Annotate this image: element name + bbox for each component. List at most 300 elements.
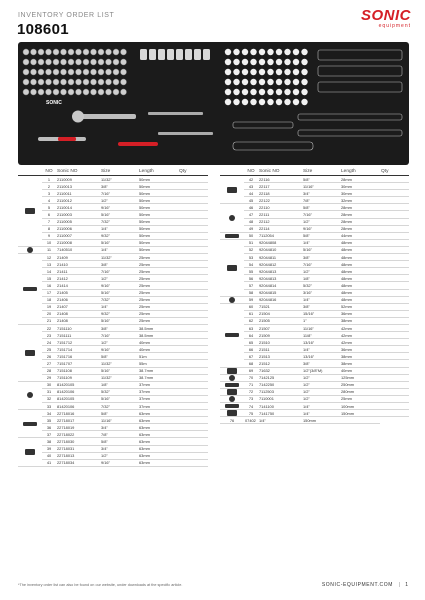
- length: 280mm: [340, 388, 380, 395]
- qty-cell[interactable]: [380, 388, 409, 395]
- size: 5/16": [100, 239, 138, 246]
- qty-cell[interactable]: [178, 445, 208, 452]
- table-row: [220, 282, 409, 289]
- table-row: [18, 424, 208, 431]
- socket-shape: [68, 69, 74, 75]
- row-number: 16: [42, 282, 56, 289]
- table-row: [18, 353, 208, 360]
- table-row: [220, 268, 409, 275]
- row-number: 4: [42, 197, 56, 204]
- slot-outline-shape: [298, 130, 402, 136]
- size: 7/8": [302, 197, 340, 204]
- qty-cell[interactable]: [178, 239, 208, 246]
- sonic-number: 21406: [56, 296, 100, 303]
- size: 1/2": [302, 374, 340, 381]
- qty-cell[interactable]: [178, 289, 208, 296]
- sonic-number: 2110009: [56, 176, 100, 183]
- sonic-number: 21408: [56, 317, 100, 324]
- size: 11/16": [100, 417, 138, 424]
- qty-cell[interactable]: [380, 183, 409, 190]
- col-sonic-no: Sonic NO: [258, 168, 302, 176]
- socket-shape: [83, 89, 89, 95]
- qty-cell[interactable]: [178, 218, 208, 225]
- table-row: [18, 183, 208, 190]
- qty-cell[interactable]: [380, 410, 409, 417]
- length: 38.7mm: [138, 367, 178, 374]
- numbered-slot-shape: [267, 59, 273, 65]
- qty-cell[interactable]: [178, 197, 208, 204]
- size: 1/4": [302, 410, 340, 417]
- table-row: [220, 395, 409, 402]
- size: 5/16": [100, 317, 138, 324]
- row-number: 35: [42, 417, 56, 424]
- socket-icon: [220, 297, 244, 303]
- qty-cell[interactable]: [380, 239, 409, 246]
- socket-icon: [18, 422, 42, 426]
- sonic-number: 22110: [258, 204, 302, 211]
- sonic-number: 81420106: [56, 388, 100, 395]
- socket-icon: [220, 375, 244, 381]
- qty-cell[interactable]: [380, 303, 409, 310]
- length: 51m: [138, 353, 178, 360]
- qty-cell[interactable]: [178, 261, 208, 268]
- qty-cell[interactable]: [178, 282, 208, 289]
- table-row: [220, 388, 409, 395]
- tool-thumbnail: [220, 367, 244, 374]
- tool-thumbnail: [18, 324, 42, 381]
- socket-shape: [83, 59, 89, 65]
- qty-cell[interactable]: [178, 367, 208, 374]
- numbered-slot-shape: [276, 49, 282, 55]
- socket-shape: [23, 89, 29, 95]
- qty-cell[interactable]: [380, 282, 409, 289]
- qty-cell[interactable]: [178, 381, 208, 388]
- table-row: [220, 204, 409, 211]
- size: 1/4": [302, 346, 340, 353]
- row-number: 14: [42, 268, 56, 275]
- table-row: [18, 346, 208, 353]
- qty-cell[interactable]: [380, 324, 409, 331]
- length: 42mm: [340, 332, 380, 339]
- qty-cell[interactable]: [380, 317, 409, 324]
- size: 1/4": [100, 303, 138, 310]
- length: 25mm: [138, 254, 178, 261]
- sonic-number: 7151109: [56, 374, 100, 381]
- qty-cell[interactable]: [178, 360, 208, 367]
- qty-cell[interactable]: [178, 324, 208, 331]
- qty-cell[interactable]: [178, 275, 208, 282]
- qty-cell[interactable]: [178, 303, 208, 310]
- row-number: 1: [42, 176, 56, 183]
- sonic-number: 7112503: [258, 388, 302, 395]
- numbered-slot-shape: [225, 89, 231, 95]
- table-row: [18, 218, 208, 225]
- col-no: NO: [42, 168, 56, 176]
- socket-icon: [18, 208, 42, 214]
- tool-shape-icon: [25, 449, 35, 455]
- length: 50mm: [138, 190, 178, 197]
- table-row: [220, 183, 409, 190]
- table-row: [18, 310, 208, 317]
- socket-shape: [68, 49, 74, 55]
- numbered-slot-shape: [276, 69, 282, 75]
- table-row: [220, 296, 409, 303]
- qty-cell[interactable]: [178, 232, 208, 239]
- row-number: 39: [42, 445, 56, 452]
- logo-word: SONIC: [360, 7, 411, 24]
- numbered-slot-shape: [284, 69, 290, 75]
- sonic-number: 81420105: [56, 395, 100, 402]
- length: 40mm: [138, 339, 178, 346]
- slot-outline-shape: [318, 82, 402, 92]
- socket-icon: [220, 333, 244, 337]
- qty-cell[interactable]: [178, 254, 208, 261]
- numbered-slot-shape: [267, 89, 273, 95]
- length: 48mm: [340, 282, 380, 289]
- qty-cell[interactable]: [178, 388, 208, 395]
- numbered-slot-shape: [225, 69, 231, 75]
- qty-cell[interactable]: [178, 339, 208, 346]
- col-size: Size: [302, 168, 340, 176]
- numbered-slot-shape: [301, 69, 307, 75]
- website-link[interactable]: SONIC-EQUIPMENT.COM: [321, 582, 393, 588]
- numbered-slot-shape: [242, 49, 248, 55]
- length: 50mm: [138, 183, 178, 190]
- numbered-slot-shape: [267, 49, 273, 55]
- socket-shape: [38, 59, 44, 65]
- size: 1/2": [100, 275, 138, 282]
- size: 1": [302, 317, 340, 324]
- socket-shape: [46, 89, 52, 95]
- size: 9/32": [100, 232, 138, 239]
- row-number: 57: [244, 282, 258, 289]
- socket-shape: [83, 49, 89, 55]
- socket-shape: [98, 49, 104, 55]
- tool-shape-icon: [229, 375, 235, 381]
- row-number: 9: [42, 232, 56, 239]
- qty-cell[interactable]: [178, 176, 208, 183]
- size: 3/8": [100, 261, 138, 268]
- socket-icon: [18, 449, 42, 455]
- qty-cell[interactable]: [380, 353, 409, 360]
- qty-cell[interactable]: [380, 346, 409, 353]
- size: 11/32": [100, 254, 138, 261]
- socket-shape: [106, 79, 112, 85]
- qty-cell[interactable]: [380, 360, 409, 367]
- table-row: [220, 403, 409, 410]
- size: 11/32": [100, 176, 138, 183]
- socket-shape: [194, 49, 201, 60]
- qty-cell[interactable]: [380, 190, 409, 197]
- qty-cell[interactable]: [178, 452, 208, 459]
- numbered-slot-shape: [233, 79, 239, 85]
- length: 63mm: [138, 438, 178, 445]
- numbered-slot-shape: [250, 49, 256, 55]
- length: 50mm: [138, 232, 178, 239]
- qty-cell[interactable]: [380, 211, 409, 218]
- row-number: 59: [244, 296, 258, 303]
- sonic-number: 22122: [258, 197, 302, 204]
- qty-cell[interactable]: [178, 459, 208, 466]
- socket-shape: [46, 59, 52, 65]
- table-row: [18, 360, 208, 367]
- col-sonic-no: Sonic NO: [56, 168, 100, 176]
- length: 40mm: [138, 346, 178, 353]
- sonic-number: 7141750: [258, 410, 302, 417]
- qty-cell[interactable]: [178, 190, 208, 197]
- table-row: [18, 410, 208, 417]
- qty-cell[interactable]: [178, 353, 208, 360]
- qty-cell[interactable]: [178, 317, 208, 324]
- tool-thumbnail: [220, 296, 244, 303]
- handle-shape: [118, 142, 158, 146]
- socket-shape: [176, 49, 183, 60]
- table-row: [220, 381, 409, 388]
- size: 7/16": [302, 211, 340, 218]
- socket-shape: [23, 59, 29, 65]
- table-row: [18, 438, 208, 445]
- sonic-number: 2110006: [56, 225, 100, 232]
- numbered-slot-shape: [250, 69, 256, 75]
- qty-cell[interactable]: [380, 296, 409, 303]
- table-row: [18, 303, 208, 310]
- table-row: [220, 190, 409, 197]
- length: 37mm: [138, 395, 178, 402]
- row-number: 32: [42, 395, 56, 402]
- qty-cell[interactable]: [178, 310, 208, 317]
- sonic-number: 7151108: [56, 367, 100, 374]
- qty-cell[interactable]: [178, 225, 208, 232]
- socket-shape: [98, 79, 104, 85]
- sonic-number: 21509: [258, 332, 302, 339]
- row-number: 19: [42, 303, 56, 310]
- socket-shape: [53, 69, 59, 75]
- sonic-number: 7112054: [258, 232, 302, 239]
- tool-thumbnail: [220, 176, 244, 204]
- sonic-number: 7151716: [56, 353, 100, 360]
- socket-shape: [61, 89, 67, 95]
- qty-cell[interactable]: [178, 268, 208, 275]
- sonic-number: 2110012: [56, 197, 100, 204]
- sonic-number: 92044813: [258, 275, 302, 282]
- table-row: [220, 346, 409, 353]
- table-row: [18, 289, 208, 296]
- sonic-number: 21510: [258, 339, 302, 346]
- length: 48mm: [340, 275, 380, 282]
- qty-cell[interactable]: [380, 261, 409, 268]
- qty-cell[interactable]: [178, 332, 208, 339]
- row-number: 23: [42, 332, 56, 339]
- qty-cell[interactable]: [178, 183, 208, 190]
- qty-cell[interactable]: [380, 289, 409, 296]
- sonic-number: 22116: [258, 176, 302, 183]
- sonic-number: 21511: [258, 346, 302, 353]
- length: 63mm: [138, 459, 178, 466]
- length: 63mm: [138, 424, 178, 431]
- size: 1/4": [100, 225, 138, 232]
- qty-cell[interactable]: [380, 218, 409, 225]
- size: 1/2": [302, 395, 340, 402]
- numbered-slot-shape: [233, 49, 239, 55]
- qty-cell[interactable]: [380, 339, 409, 346]
- length: 63mm: [138, 417, 178, 424]
- socket-shape: [76, 89, 82, 95]
- tool-thumbnail: [220, 232, 244, 239]
- logo-sub: equipment: [378, 23, 411, 29]
- table-row: [18, 324, 208, 331]
- length: 25mm: [138, 261, 178, 268]
- qty-cell[interactable]: [178, 346, 208, 353]
- table-row: [220, 410, 409, 417]
- tool-thumbnail: [18, 410, 42, 438]
- row-number: 75: [244, 410, 258, 417]
- table-row: [18, 211, 208, 218]
- inventory-table-left: [18, 168, 208, 467]
- length: 63mm: [138, 452, 178, 459]
- socket-shape: [61, 49, 67, 55]
- qty-cell[interactable]: [380, 246, 409, 253]
- row-number: 33: [42, 403, 56, 410]
- numbered-slot-shape: [242, 69, 248, 75]
- sonic-number: 21411: [56, 268, 100, 275]
- sonic-number: 92044811: [258, 254, 302, 261]
- col-image: [220, 168, 244, 176]
- numbered-slot-shape: [233, 59, 239, 65]
- socket-icon: [220, 383, 244, 387]
- tool-shape-icon: [25, 208, 35, 214]
- size: 5/16": [100, 289, 138, 296]
- numbered-slot-shape: [250, 89, 256, 95]
- qty-cell[interactable]: [380, 232, 409, 239]
- qty-cell[interactable]: [380, 403, 409, 410]
- length: 38.7mm: [138, 374, 178, 381]
- numbered-slot-shape: [301, 79, 307, 85]
- qty-cell[interactable]: [340, 417, 380, 424]
- table-row: [18, 339, 208, 346]
- socket-shape: [23, 49, 29, 55]
- table-row: [220, 374, 409, 381]
- socket-icon: [220, 368, 244, 374]
- qty-cell[interactable]: [380, 310, 409, 317]
- length: 42mm: [340, 339, 380, 346]
- table-row: [18, 431, 208, 438]
- sonic-number: 22718019: [56, 424, 100, 431]
- numbered-slot-shape: [293, 49, 299, 55]
- qty-cell[interactable]: [178, 204, 208, 211]
- size: 3/8": [100, 324, 138, 331]
- tool-shape-icon: [229, 215, 235, 221]
- size: 3/16": [302, 289, 340, 296]
- length: 28mm: [340, 176, 380, 183]
- tool-shape-icon: [227, 389, 237, 395]
- socket-shape: [38, 69, 44, 75]
- table-row: [18, 367, 208, 374]
- table-row: [18, 445, 208, 452]
- row-number: 2: [42, 183, 56, 190]
- tool-thumbnail: [220, 374, 244, 381]
- qty-cell[interactable]: [178, 438, 208, 445]
- socket-shape: [106, 59, 112, 65]
- qty-cell[interactable]: [178, 424, 208, 431]
- sonic-number: 21407: [56, 303, 100, 310]
- socket-icon: [220, 389, 244, 395]
- socket-shape: [61, 79, 67, 85]
- row-number: 40: [42, 452, 56, 459]
- qty-cell[interactable]: [178, 374, 208, 381]
- qty-cell[interactable]: [380, 204, 409, 211]
- numbered-slot-shape: [276, 79, 282, 85]
- col-length: Length: [138, 168, 178, 176]
- sonic-number: 22114: [258, 225, 302, 232]
- qty-cell[interactable]: [380, 275, 409, 282]
- qty-cell[interactable]: [178, 431, 208, 438]
- length: 50mm: [138, 197, 178, 204]
- qty-cell[interactable]: [178, 395, 208, 402]
- qty-cell[interactable]: [178, 410, 208, 417]
- tool-shape-icon: [225, 333, 239, 337]
- length: 25mm: [138, 268, 178, 275]
- numbered-slot-shape: [293, 79, 299, 85]
- length: 37mm: [138, 403, 178, 410]
- size: 9/16": [100, 459, 138, 466]
- slot-outline-shape: [318, 66, 402, 76]
- length: 150mm: [340, 410, 380, 417]
- qty-cell[interactable]: [380, 374, 409, 381]
- socket-shape: [121, 89, 127, 95]
- row-number: 60: [244, 303, 258, 310]
- length: 63mm: [138, 445, 178, 452]
- row-number: 61: [244, 310, 258, 317]
- row-number: 66: [244, 346, 258, 353]
- sonic-number: 21410: [56, 261, 100, 268]
- qty-cell[interactable]: [380, 268, 409, 275]
- length: 48mm: [340, 261, 380, 268]
- numbered-slot-shape: [242, 89, 248, 95]
- qty-cell[interactable]: [380, 395, 409, 402]
- socket-shape: [61, 69, 67, 75]
- row-number: 62: [244, 317, 258, 324]
- qty-cell[interactable]: [178, 296, 208, 303]
- qty-cell[interactable]: [178, 403, 208, 410]
- size: 1/2": [100, 452, 138, 459]
- socket-shape: [31, 89, 37, 95]
- extension-bar-shape: [158, 132, 213, 135]
- qty-cell[interactable]: [380, 176, 409, 183]
- row-number: 63: [244, 324, 258, 331]
- qty-cell[interactable]: [380, 367, 409, 374]
- row-number: 3: [42, 190, 56, 197]
- qty-cell[interactable]: [178, 417, 208, 424]
- row-number: 70: [244, 374, 258, 381]
- qty-cell[interactable]: [380, 254, 409, 261]
- sonic-number: 21412: [56, 275, 100, 282]
- qty-cell[interactable]: [380, 225, 409, 232]
- length: 38mm: [340, 317, 380, 324]
- size: 5/8": [302, 176, 340, 183]
- sonic-number: 92044812: [258, 261, 302, 268]
- numbered-slot-shape: [276, 99, 282, 105]
- size: 1/2": [302, 388, 340, 395]
- sonic-number: 92044815: [258, 289, 302, 296]
- length: 63mm: [138, 410, 178, 417]
- qty-cell[interactable]: [178, 211, 208, 218]
- row-number: 74: [244, 403, 258, 410]
- qty-cell[interactable]: [380, 197, 409, 204]
- qty-cell[interactable]: [380, 332, 409, 339]
- qty-cell[interactable]: [380, 381, 409, 388]
- qty-cell[interactable]: [178, 246, 208, 253]
- socket-shape: [113, 59, 119, 65]
